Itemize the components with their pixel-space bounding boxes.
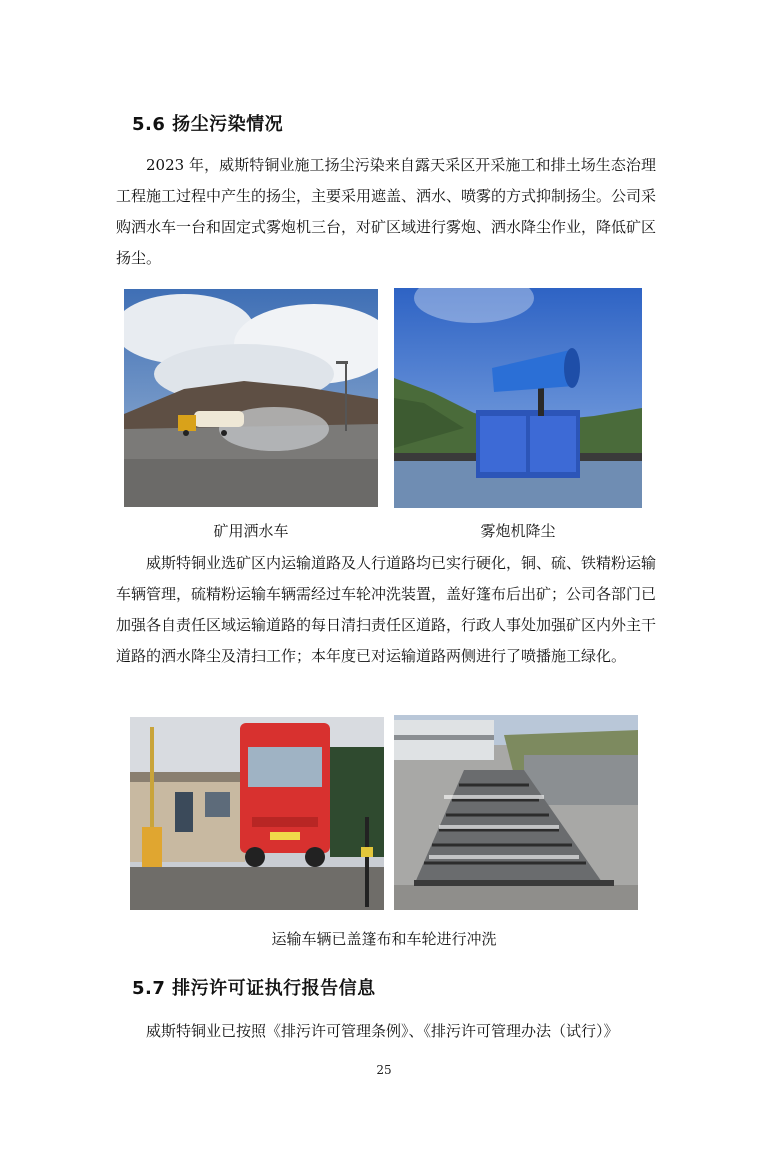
photo-sprinkler-truck bbox=[124, 289, 378, 507]
section-heading-5-6: 5.6 扬尘污染情况 bbox=[132, 114, 284, 135]
photo-covered-truck bbox=[130, 717, 384, 910]
wheel-wash-image bbox=[394, 715, 638, 910]
paragraph-permit-intro: 威斯特铜业已按照《排污许可管理条例》、《排污许可管理办法（试行）》 bbox=[146, 1022, 619, 1040]
covered-truck-image bbox=[130, 717, 384, 910]
photo-wheel-wash bbox=[394, 715, 638, 910]
caption-truck-wash: 运输车辆已盖篷布和车轮进行冲洗 bbox=[271, 930, 497, 948]
caption-fog-cannon: 雾炮机降尘 bbox=[480, 522, 556, 540]
fog-cannon-image bbox=[394, 288, 642, 508]
page-number: 25 bbox=[376, 1063, 392, 1077]
paragraph-road-management: 威斯特铜业选矿区内运输道路及人行道路均已实行硬化，铜、硫、铁精粉运输车辆管理，硫精粉运输车辆需经过车轮冲洗装置，盖好篷布后出矿；公司各部门已加强各自责任区域运输道路的每日清扫责任区道路，行政人事处加强矿区内外主干道路的洒水降尘及清扫工作；本年度已对运输道路两侧进行了喷播施工绿化。 bbox=[116, 554, 657, 665]
caption-sprinkler-truck: 矿用洒水车 bbox=[213, 522, 289, 540]
paragraph-dust-sources: 2023 年，威斯特铜业施工扬尘污染来自露天采区开采施工和排土场生态治理工程施工过程中产生的扬尘，主要采用遮盖、洒水、喷雾的方式抑制扬尘。公司采购洒水车一台和固定式雾炮机三台，对矿区域进行雾炮、洒水降尘作业，降低矿区扬尘。 bbox=[116, 156, 657, 267]
section-heading-5-7: 5.7 排污许可证执行报告信息 bbox=[132, 978, 376, 999]
sprinkler-truck-image bbox=[124, 289, 378, 507]
photo-fog-cannon bbox=[394, 288, 642, 508]
